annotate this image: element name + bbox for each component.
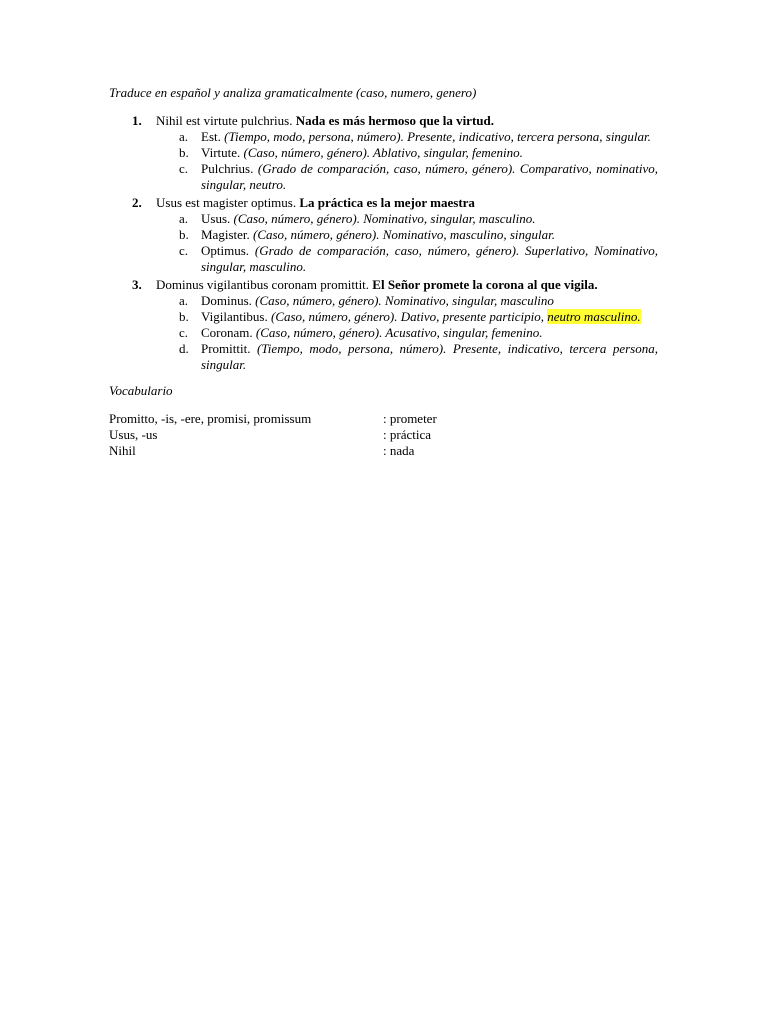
highlighted-text: neutro masculino. <box>547 309 641 324</box>
spanish-translation: La práctica es la mejor maestra <box>299 195 475 210</box>
vocab-definition: : nada <box>383 443 415 458</box>
item-number: 1. <box>132 113 142 128</box>
analysis-text: (Caso, número, género). Dativo, presente participio, <box>271 309 544 324</box>
analysis-letter: b. <box>179 145 189 160</box>
analysis-item <box>109 243 658 275</box>
analysis-letter: d. <box>179 341 189 356</box>
latin-sentence: Usus est magister optimus. <box>156 195 297 210</box>
analysis-item <box>109 325 658 341</box>
analysis-word: Est. <box>201 129 221 144</box>
analysis-item <box>109 341 658 373</box>
analysis-word: Dominus. <box>201 293 252 308</box>
vocab-term: Usus, -us <box>109 427 158 442</box>
analysis-text: (Caso, número, género). Nominativo, masculino, singular. <box>253 227 555 242</box>
analysis-word: Virtute. <box>201 145 241 160</box>
analysis-text: (Grado de comparación, caso, número, género). Comparativo, nominativo, singular, neutro. <box>201 161 658 192</box>
exercise-item <box>109 113 658 193</box>
document-page <box>109 85 658 459</box>
analysis-item <box>109 309 658 325</box>
analysis-text: (Caso, número, género). Nominativo, singular, masculino <box>255 293 554 308</box>
analysis-list <box>156 129 658 193</box>
analysis-item <box>109 145 658 161</box>
analysis-word: Vigilantibus. <box>201 309 268 324</box>
exercise-item <box>109 277 658 373</box>
exercise-list <box>109 113 658 373</box>
spanish-translation: Nada es más hermoso que la virtud. <box>295 113 494 128</box>
vocab-row <box>109 443 658 459</box>
analysis-letter: c. <box>179 243 189 258</box>
latin-sentence: Nihil est virtute pulchrius. <box>156 113 293 128</box>
vocab-row <box>109 411 658 427</box>
analysis-list <box>156 211 658 275</box>
analysis-word: Promittit. <box>201 341 251 356</box>
item-number: 2. <box>132 195 142 210</box>
analysis-letter: a. <box>179 129 189 144</box>
analysis-item <box>109 293 658 309</box>
analysis-text: (Grado de comparación, caso, número, género). Superlativo, Nominativo, singular, masculino. <box>201 243 658 274</box>
analysis-text: (Tiempo, modo, persona, número). Presente, indicativo, tercera persona, singular. <box>201 341 658 372</box>
analysis-list <box>156 293 658 373</box>
latin-sentence: Dominus vigilantibus coronam promittit. <box>156 277 370 292</box>
analysis-text: (Caso, número, género). Acusativo, singular, femenino. <box>255 325 543 340</box>
analysis-item <box>109 211 658 227</box>
analysis-word: Usus. <box>201 211 231 226</box>
analysis-word: Pulchrius. <box>201 161 254 176</box>
analysis-text: (Tiempo, modo, persona, número). Presente, indicativo, tercera persona, singular. <box>224 129 651 144</box>
analysis-item <box>109 129 658 145</box>
analysis-item <box>109 161 658 193</box>
vocab-definition: : práctica <box>383 427 431 442</box>
vocab-row <box>109 427 658 443</box>
vocab-definition: : prometer <box>383 411 437 426</box>
vocabulary-heading: Vocabulario <box>109 383 173 398</box>
vocab-term: Nihil <box>109 443 136 458</box>
analysis-letter: c. <box>179 161 189 176</box>
vocab-term: Promitto, -is, -ere, promisi, promissum <box>109 411 312 426</box>
analysis-text: (Caso, número, género). Nominativo, singular, masculino. <box>233 211 536 226</box>
analysis-word: Magister. <box>201 227 250 242</box>
analysis-item <box>109 227 658 243</box>
analysis-word: Optimus. <box>201 243 250 258</box>
analysis-letter: a. <box>179 293 189 308</box>
analysis-letter: b. <box>179 227 189 242</box>
spanish-translation: El Señor promete la corona al que vigila. <box>372 277 598 292</box>
analysis-text: (Caso, número, género). Ablativo, singular, femenino. <box>243 145 523 160</box>
item-number: 3. <box>132 277 142 292</box>
vocabulary-list <box>109 411 658 459</box>
analysis-letter: a. <box>179 211 189 226</box>
analysis-letter: b. <box>179 309 189 324</box>
exercise-item <box>109 195 658 275</box>
instruction-text: Traduce en español y analiza gramaticalmente (caso, numero, genero) <box>109 85 477 100</box>
analysis-word: Coronam. <box>201 325 253 340</box>
analysis-letter: c. <box>179 325 189 340</box>
